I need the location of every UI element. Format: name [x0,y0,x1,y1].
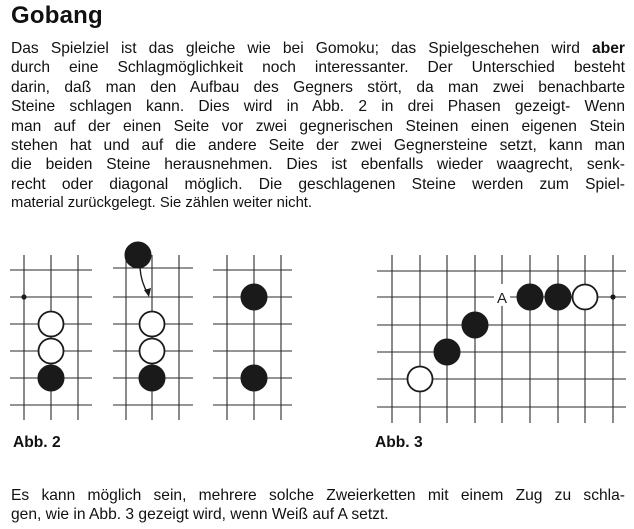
black-stone [545,284,571,310]
black-stone [241,284,267,310]
text-line: gen, wie in Abb. 3 gezeigt wird, wenn Weiß auf A setzt. [11,506,389,524]
white-stone [39,339,64,364]
text-line: Es kann möglich sein, mehrere solche Zweierketten mit einem Zug zu schla- [11,487,625,504]
text-line: Steine schlagen kann. Dies wird in Abb. 2 in drei Phasen gezeigt- Wenn [11,98,625,116]
black-stone [434,339,460,365]
abb3-board [377,255,626,423]
text-line: stehen hat und auf die andere Seite der zwei Gegnersteine setzt, kann man [11,137,625,155]
figure-caption-abb3: Abb. 3 [375,434,423,451]
text-segment: Das Spielziel ist das gleiche wie bei Gomoku; das Spielgeschehen wird [11,40,593,57]
abb2-phase-3-board [213,255,292,420]
text-line: durch eine Schlagmöglichkeit noch interessanter. Der Unterschied besteht [11,59,625,77]
white-stone [140,312,165,337]
white-stone [408,367,433,392]
white-stone [39,312,64,337]
white-stone [573,285,598,310]
abb2-phase-1-board [10,255,92,420]
star-point-dot [21,294,26,299]
text-line: darin, daß man den Aufbau des Gegners stört, da man zwei benachbarte [11,78,625,96]
black-stone [139,365,165,391]
black-stone [241,365,267,391]
text-line: recht oder diagonal möglich. Die geschlagenen Steine werden zum Spiel- [11,175,625,193]
point-label-a: A [497,290,508,307]
page-title: Gobang [11,2,103,29]
text-line: man auf der einen Seite vor zwei gegnerischen Steinen einen eigenen Stein [11,117,625,135]
black-stone [462,312,488,338]
black-stone [517,284,543,310]
black-stone [38,365,64,391]
bold-word: aber [592,40,625,57]
star-point-dot [610,294,615,299]
text-line: material zurückgelegt. Sie zählen weiter nicht. [11,195,313,212]
incoming-black-stone [125,242,151,268]
white-stone [140,339,165,364]
abb2-phase-2-board [113,242,193,420]
outro-paragraph [11,486,625,525]
figure-caption-abb2: Abb. 2 [13,434,61,451]
text-line: die beiden Steine herausnehmen. Dies ist ebenfalls wieder waagrecht, senk- [11,156,625,174]
